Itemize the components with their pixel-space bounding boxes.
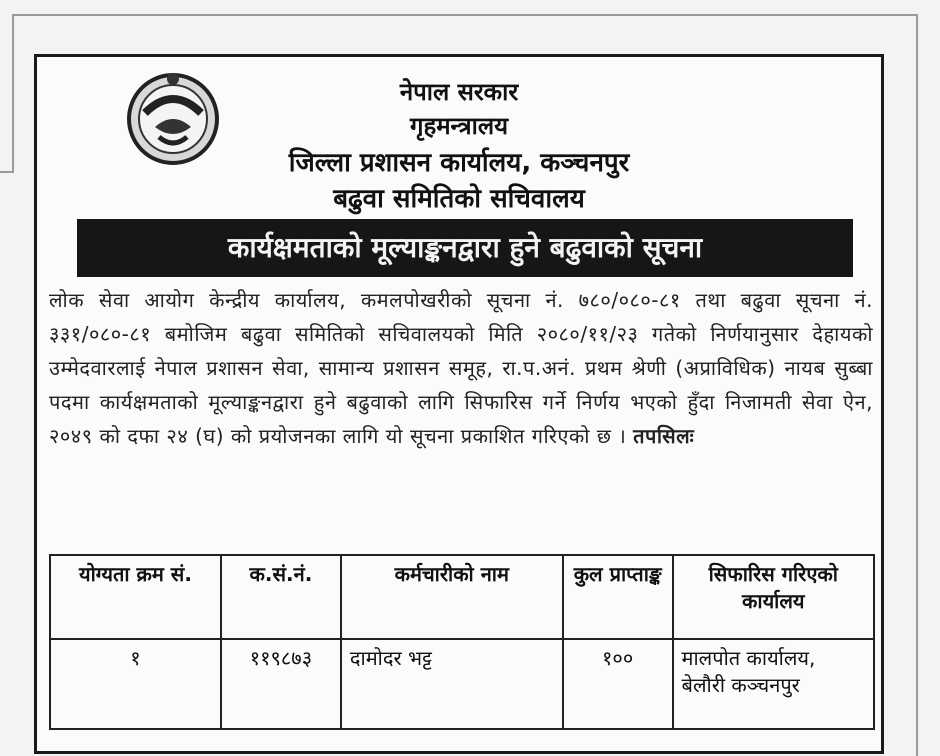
ministry-title: गृहमन्त्रालय — [409, 112, 509, 140]
secretariat-title: बढुवा समितिको सचिवालय — [333, 184, 585, 214]
office-title: जिल्ला प्रशासन कार्यालय, कञ्चनपुर — [288, 148, 630, 178]
govt-title: नेपाल सरकार — [399, 78, 519, 106]
col-employee-name: कर्मचारीको नाम — [341, 555, 563, 639]
frame-left-tick — [0, 171, 14, 173]
col-recommended-office: सिफारिस गरिएको कार्यालय — [673, 555, 874, 639]
cell-code-number: ११९८७३ — [221, 639, 341, 729]
cell-total-score: १०० — [563, 639, 673, 729]
col-total-score: कुल प्राप्ताङ्क — [563, 555, 673, 639]
notice-banner: कार्यक्षमताको मूल्याङ्कनद्वारा हुने बढुवाको सूचना — [77, 219, 853, 277]
notice — [34, 54, 884, 754]
table-row — [50, 639, 874, 729]
cell-merit-rank: १ — [50, 639, 221, 729]
recommendation-table — [49, 554, 875, 730]
notice-paragraph: लोक सेवा आयोग केन्द्रीय कार्यालय, कमलपोखरीको सूचना नं. ७८०/०८०-८१ तथा बढुवा सूचना नं. ३३१/०८०-८१ बमोजिम बढुवा समितिको सचिवालयको मिति २०८०/११/२३ गतेको निर्णयानुसार देहायको उम्मेदवारलाई नेपाल प्रशासन सेवा, सामान्य प्रशासन समूह, रा.प.अनं. प्रथम श्रेणी (अप्राविधिक) नायब सुब्बा पदमा कार्यक्षमताको मूल्याङ्कनद्वारा हुने बढुवाको लागि सिफारिस गर्ने निर्णय भएको हुँदा निजामती सेवा ऐन, २०४९ को दफा २४ (घ) को प्रयोजनका लागि यो सूचना प्रकाशित गरिएको छ । — [49, 288, 873, 448]
cell-recommended-office: मालपोत कार्यालय, बेलौरी कञ्चनपुर — [673, 639, 874, 729]
notice-body — [49, 283, 873, 453]
cell-employee-name: दामोदर भट्ट — [341, 639, 563, 729]
table-header-row — [50, 555, 874, 639]
notice-tail: तपसिलः — [633, 424, 695, 448]
col-merit-rank: योग्यता क्रम सं. — [50, 555, 221, 639]
notice-header — [37, 57, 881, 217]
frame-left-line — [12, 14, 14, 172]
col-code-number: क.सं.नं. — [221, 555, 341, 639]
